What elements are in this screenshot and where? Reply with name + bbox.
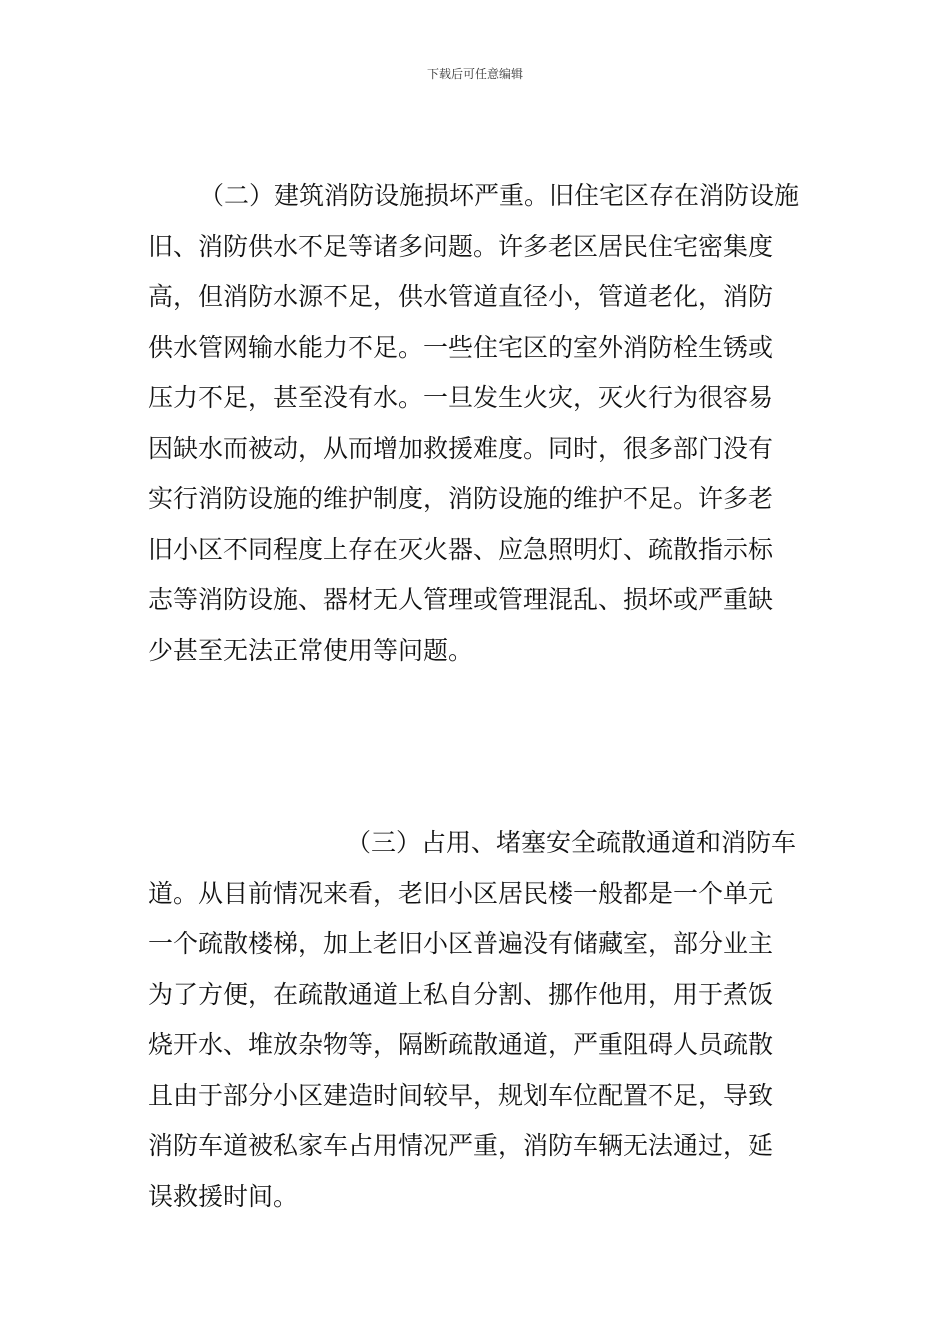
text-line: 旧小区不同程度上存在灭火器、应急照明灯、疏散指示标 [148, 534, 774, 564]
paragraph-section-2 [148, 171, 808, 676]
text-line: 为了方便，在疏散通道上私自分割、挪作他用，用于煮饭 [148, 979, 774, 1009]
paragraph-section-3 [148, 818, 808, 1222]
text-line: 供水管网输水能力不足。一些住宅区的室外消防栓生锈或 [148, 332, 774, 362]
text-line: （三）占用、堵塞安全疏散通道和消防车 [346, 828, 797, 857]
text-line: 道。从目前情况来看，老旧小区居民楼一般都是一个单元 [148, 878, 774, 908]
text-line: 少甚至无法正常使用等问题。 [148, 635, 474, 665]
text-line: 烧开水、堆放杂物等，隔断疏散通道，严重阻碍人员疏散 [148, 1030, 774, 1059]
text-line: 因缺水而被动，从而增加救援难度。同时，很多部门没有 [148, 433, 774, 463]
text-line: 误救援时间。 [148, 1181, 299, 1211]
text-line: 消防车道被私家车占用情况严重，消防车辆无法通过，延 [148, 1131, 774, 1160]
text-line: 高，但消防水源不足，供水管道直径小，管道老化，消防 [148, 282, 774, 311]
text-line: 且由于部分小区建造时间较早，规划车位配置不足，导致 [148, 1080, 774, 1110]
text-line: 压力不足，甚至没有水。一旦发生火灾，灭火行为很容易 [148, 383, 774, 412]
text-line: （二）建筑消防设施损坏严重。旧住宅区存在消防设施 [199, 181, 800, 210]
text-line: 实行消防设施的维护制度，消防设施的维护不足。许多老 [148, 484, 774, 513]
text-line: 志等消防设施、器材无人管理或管理混乱、损坏或严重缺 [148, 585, 774, 614]
text-line: 一个疏散楼梯，加上老旧小区普遍没有储藏室，部分业主 [148, 929, 774, 958]
page-header: 下载后可任意编辑 [426, 67, 523, 81]
text-line: 旧、消防供水不足等诸多问题。许多老区居民住宅密集度 [148, 231, 774, 261]
